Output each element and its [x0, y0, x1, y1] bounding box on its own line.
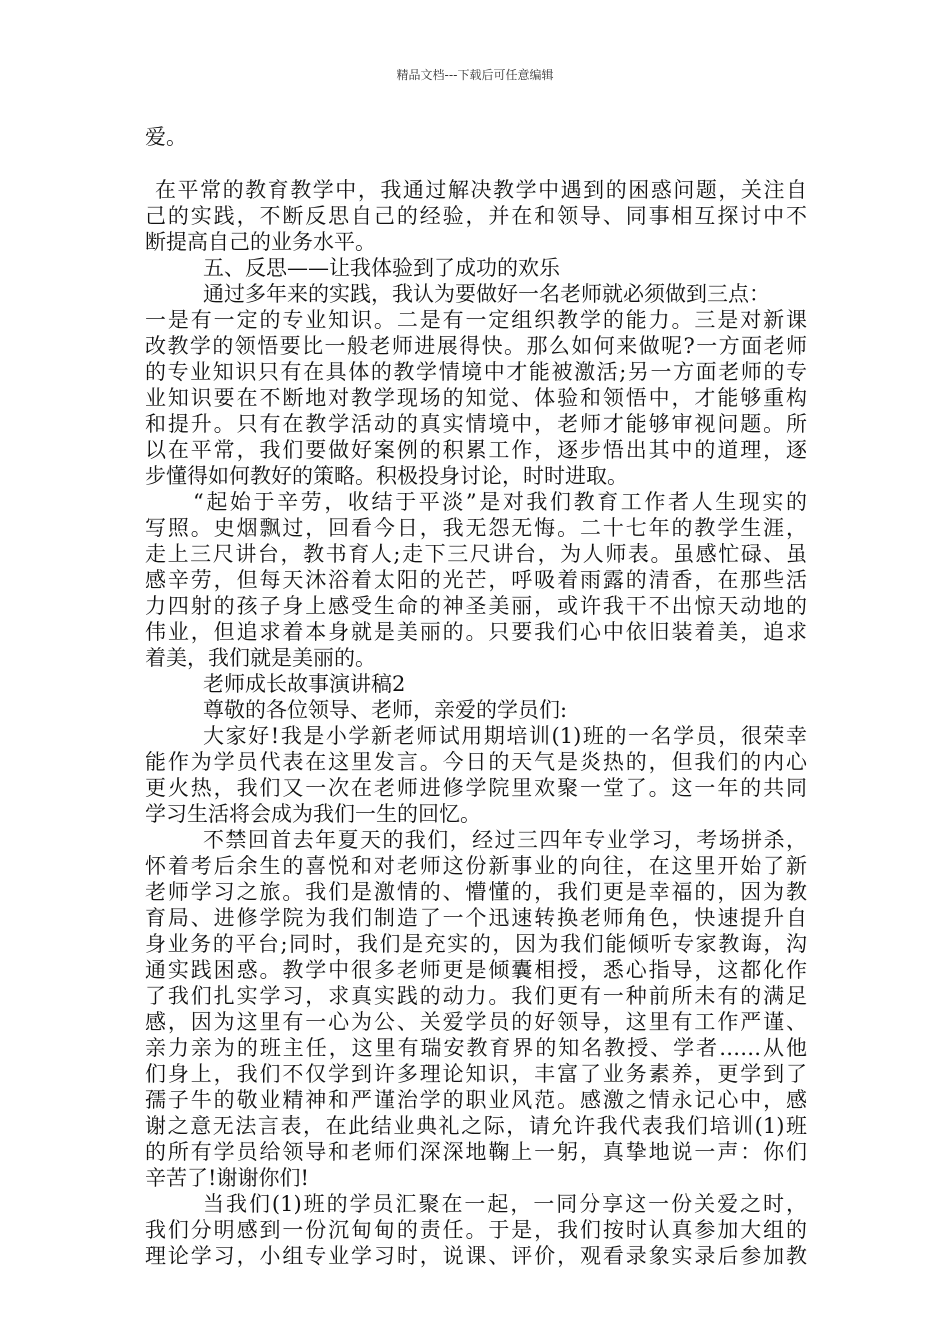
text-line: “起始于辛劳，收结于平淡”是对我们教育工作者人生现实的 — [193, 490, 807, 514]
section-heading: 老师成长故事演讲稿2 — [203, 672, 406, 696]
text-line: 当我们(1)班的学员汇聚在一起，一同分享这一份关爱之时， — [203, 1192, 807, 1216]
text-line: 身业务的平台;同时，我们是充实的，因为我们能倾听专家教诲，沟 — [145, 932, 807, 956]
text-line: 业知识要在不断地对教学现场的知觉、体验和领悟中，才能够重构 — [145, 386, 807, 410]
text-line: 们身上，我们不仅学到许多理论知识，丰富了业务素养，更学到了 — [145, 1062, 807, 1086]
text-line: 学习生活将会成为我们一生的回忆。 — [145, 802, 481, 826]
text-line: 着美，我们就是美丽的。 — [145, 646, 376, 670]
text-line: 能作为学员代表在这里发言。今日的天气是炎热的，但我们的内心 — [145, 750, 807, 774]
text-line: 怀着考后余生的喜悦和对老师这份新事业的向往，在这里开始了新 — [145, 854, 807, 878]
text-line: 辛苦了!谢谢你们! — [145, 1166, 309, 1190]
page-header: 精品文档---下载后可任意编辑 — [396, 68, 554, 82]
section-heading: 五、反思——让我体验到了成功的欢乐 — [203, 256, 560, 280]
text-line: 通过多年来的实践，我认为要做好一名老师就必须做到三点： — [203, 282, 770, 306]
text-line: 感辛劳，但每天沐浴着太阳的光芒，呼吸着雨露的清香，在那些活 — [145, 568, 807, 592]
text-line: 不禁回首去年夏天的我们，经过三四年专业学习，考场拼杀， — [203, 828, 807, 852]
text-line: 大家好!我是小学新老师试用期培训(1)班的一名学员，很荣幸 — [203, 724, 807, 748]
text-line: 一是有一定的专业知识。二是有一定组织教学的能力。三是对新课 — [145, 308, 807, 332]
salutation: 尊敬的各位领导、老师，亲爱的学员们: — [203, 698, 568, 722]
text-line: 改教学的领悟要比一般老师进展得快。那么如何来做呢?一方面老师 — [145, 334, 807, 358]
text-line: 伟业，但追求着本身就是美丽的。只要我们心中依旧装着美，追求 — [145, 620, 807, 644]
text-line: 写照。史烟飘过，回看今日，我无怨无悔。二十七年的教学生涯， — [145, 516, 807, 540]
text-line: 更火热，我们又一次在老师进修学院里欢聚一堂了。这一年的共同 — [145, 776, 807, 800]
text-line: 育局、进修学院为我们制造了一个迅速转换老师角色，快速提升自 — [145, 906, 807, 930]
text-line: 己的实践，不断反思自己的经验，并在和领导、同事相互探讨中不 — [145, 204, 807, 228]
text-line: 了我们扎实学习，求真实践的动力。我们更有一种前所未有的满足 — [145, 984, 807, 1008]
text-line: 理论学习，小组专业学习时，说课、评价，观看录象实录后参加教 — [145, 1244, 807, 1268]
text-line: 和提升。只有在教学活动的真实情境中，老师才能够审视问题。所 — [145, 412, 807, 436]
text-line: 在平常的教育教学中，我通过解决教学中遇到的困惑问题，关注自 — [155, 178, 807, 202]
text-line: 孺子牛的敬业精神和严谨治学的职业风范。感激之情永记心中，感 — [145, 1088, 807, 1112]
text-line: 断提高自己的业务水平。 — [145, 230, 376, 254]
text-line: 感，因为这里有一心为公、关爱学员的好领导，这里有工作严谨、 — [145, 1010, 807, 1034]
text-line: 我们分明感到一份沉甸甸的责任。于是，我们按时认真参加大组的 — [145, 1218, 807, 1242]
text-line: 谢之意无法言表，在此结业典礼之际，请允许我代表我们培训(1)班 — [145, 1114, 807, 1138]
text-line: 步懂得如何教好的策略。积极投身讨论，时时进取。 — [145, 464, 628, 488]
text-line: 的专业知识只有在具体的教学情境中才能被激活;另一方面老师的专 — [145, 360, 807, 384]
text-line: 以在平常，我们要做好案例的积累工作，逐步悟出其中的道理，逐 — [145, 438, 807, 462]
text-line: 力四射的孩子身上感受生命的神圣美丽，或许我干不出惊天动地的 — [145, 594, 807, 618]
text-line: 走上三尺讲台，教书育人;走下三尺讲台，为人师表。虽感忙碌、虽 — [145, 542, 807, 566]
text-line: 亲力亲为的班主任，这里有瑞安教育界的知名教授、学者……从他 — [145, 1036, 807, 1060]
text-line: 爱。 — [145, 125, 187, 149]
text-line: 老师学习之旅。我们是激情的、懵懂的，我们更是幸福的，因为教 — [145, 880, 807, 904]
text-line: 的所有学员给领导和老师们深深地鞠上一躬，真挚地说一声：你们 — [145, 1140, 807, 1164]
text-line: 通实践困惑。教学中很多老师更是倾囊相授，悉心指导，这都化作 — [145, 958, 807, 982]
